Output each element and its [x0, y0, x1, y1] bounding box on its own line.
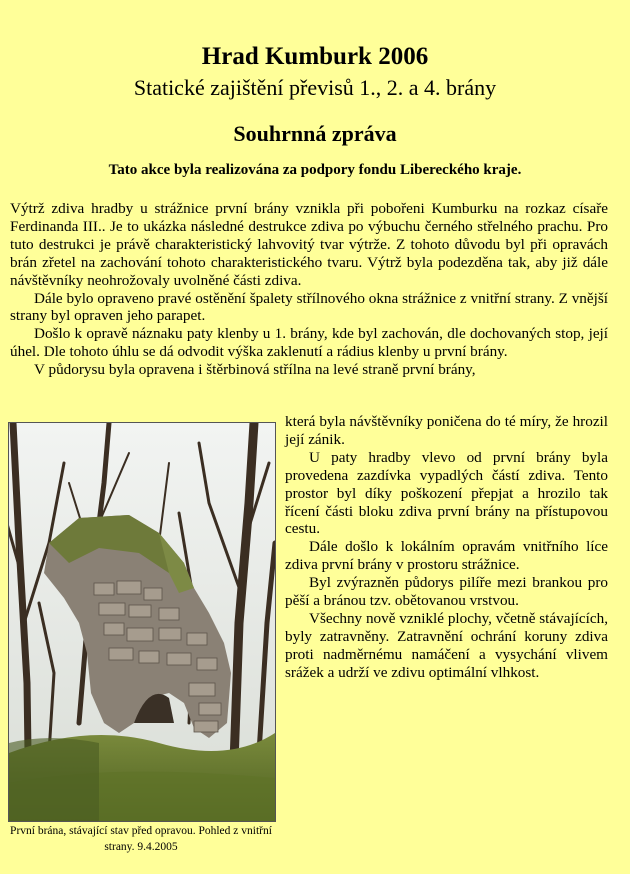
- photo-caption: První brána, stávající stav před opravou. Pohled z vnitřní strany. 9.4.2005: [10, 825, 272, 853]
- page-subtitle: Statické zajištění převisů 1., 2. a 4. brány: [133, 75, 497, 100]
- paragraph: která byla návštěvníky poničena do té míry, že hrozil její zánik.: [285, 413, 608, 448]
- report-heading: Souhrnná zpráva: [233, 121, 397, 146]
- paragraph: Všechny nově vzniklé plochy, včetně stávajících, byly zatravněny. Zatravnění ochrání koruny zdiva proti nadměrnému namáčení a vysychání vlivem srážek a udrží ve zdivu optimální vlhkost.: [285, 609, 608, 681]
- paragraph: Dále bylo opraveno pravé ostěnění špalety střílnového okna strážnice z vnitřní strany. Z vnější strany byl opraven jeho parapet.: [10, 289, 608, 325]
- support-note: Tato akce byla realizována za podpory fondu Libereckého kraje.: [108, 162, 522, 178]
- paragraph: Byl zvýrazněn půdorys pilíře mezi brankou pro pěší a bránou tzv. obětovanou vrstvou.: [285, 574, 608, 610]
- body-text-right: [285, 413, 608, 682]
- paragraph: Výtrž zdiva hradby u strážnice první brány vznikla při pobořeni Kumburku na rozkaz císaře Ferdinanda III.. Je to ukázka následné destrukce zdiva po výbuchu černého střelného prachu. Pro tuto destrukci je právě charakteristický lahvovitý tvar výtrže. Z tohoto důvodu byl při opravách brán zřetel na zachování tohoto charakteristického tvaru. Výtrž byla podezděna tak, aby již dále návštěvníky neohrožovaly uvolněné části zdiva.: [10, 200, 608, 289]
- paragraph: Došlo k opravě náznaku paty klenby u 1. brány, kde byl zachován, dle dochovaných stop, její úhel. Dle tohoto úhlu se dá odvodit výška zaklenutí a rádius klenby u první brány.: [10, 325, 608, 361]
- paragraph: Dále došlo k lokálním opravám vnitřního líce zdiva první brány v prostoru strážnice.: [285, 538, 608, 574]
- paragraph: V půdorysu byla opravena i štěrbinová střílna na levé straně první brány,: [34, 361, 476, 379]
- page-title: Hrad Kumburk 2006: [201, 43, 429, 70]
- paragraph: U paty hradby vlevo od první brány byla provedena zazdívka vypadlých částí zdiva. Tento prostor byl díky poškození přepjat a hrozilo tak řícení části bloku zdiva první brány na přístupovou cestu.: [285, 448, 608, 538]
- body-text-top: [10, 200, 608, 379]
- ruin-photo: [8, 422, 276, 822]
